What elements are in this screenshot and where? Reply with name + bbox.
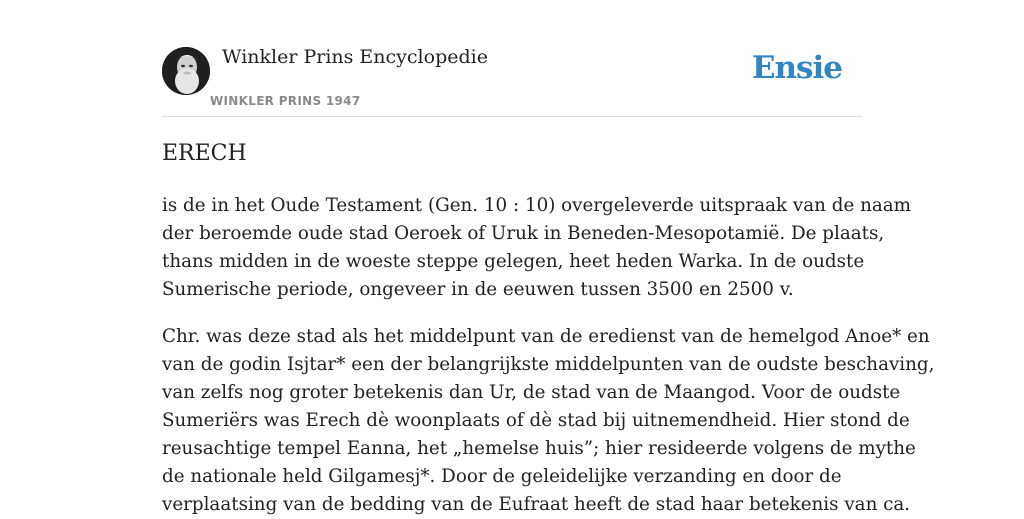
header (162, 0, 862, 117)
paragraph-line: van zelfs nog groter betekenis dan Ur, de stad van de Maangod. Voor de oudste (162, 382, 901, 403)
brand-logo[interactable]: Ensie (751, 50, 842, 86)
article-paragraph (162, 323, 935, 519)
paragraph-line: reusachtige tempel Eanna, het „hemelse huis”; hier resideerde volgens de mythe (162, 438, 916, 459)
paragraph-line: Sumeriërs was Erech dè woonplaats of dè stad bij uitnemendheid. Hier stond de (162, 410, 910, 431)
paragraph-line: thans midden in de woeste steppe gelegen, heet heden Warka. In de oudste (162, 251, 865, 272)
paragraph-line: is de in het Oude Testament (Gen. 10 : 10) overgeleverde uitspraak van de naam (162, 195, 911, 216)
author-avatar[interactable] (162, 47, 210, 95)
bearded-man-icon (162, 47, 210, 95)
encyclopedia-title[interactable]: Winkler Prins Encyclopedie (222, 46, 488, 68)
paragraph-line: de nationale held Gilgamesj*. Door de geleidelijke verzanding en door de (162, 466, 842, 487)
paragraph-line: Sumerische periode, ongeveer in de eeuwen tussen 3500 en 2500 v. (162, 279, 794, 300)
paragraph-line: der beroemde oude stad Oeroek of Uruk in Beneden-Mesopotamië. De plaats, (162, 223, 885, 244)
paragraph-line: verplaatsing van de bedding van de Eufraat heeft de stad haar betekenis van ca. (162, 494, 911, 515)
edition-subtitle[interactable]: WINKLER PRINS 1947 (210, 94, 361, 108)
paragraph-line: Chr. was deze stad als het middelpunt van de eredienst van de hemelgod Anoe* en (162, 326, 930, 347)
article-title: ERECH (162, 141, 247, 166)
page (162, 0, 935, 515)
paragraph-line: van de godin Isjtar* een der belangrijkste middelpunten van de oudste beschaving, (162, 354, 935, 375)
article-paragraph (162, 192, 911, 304)
